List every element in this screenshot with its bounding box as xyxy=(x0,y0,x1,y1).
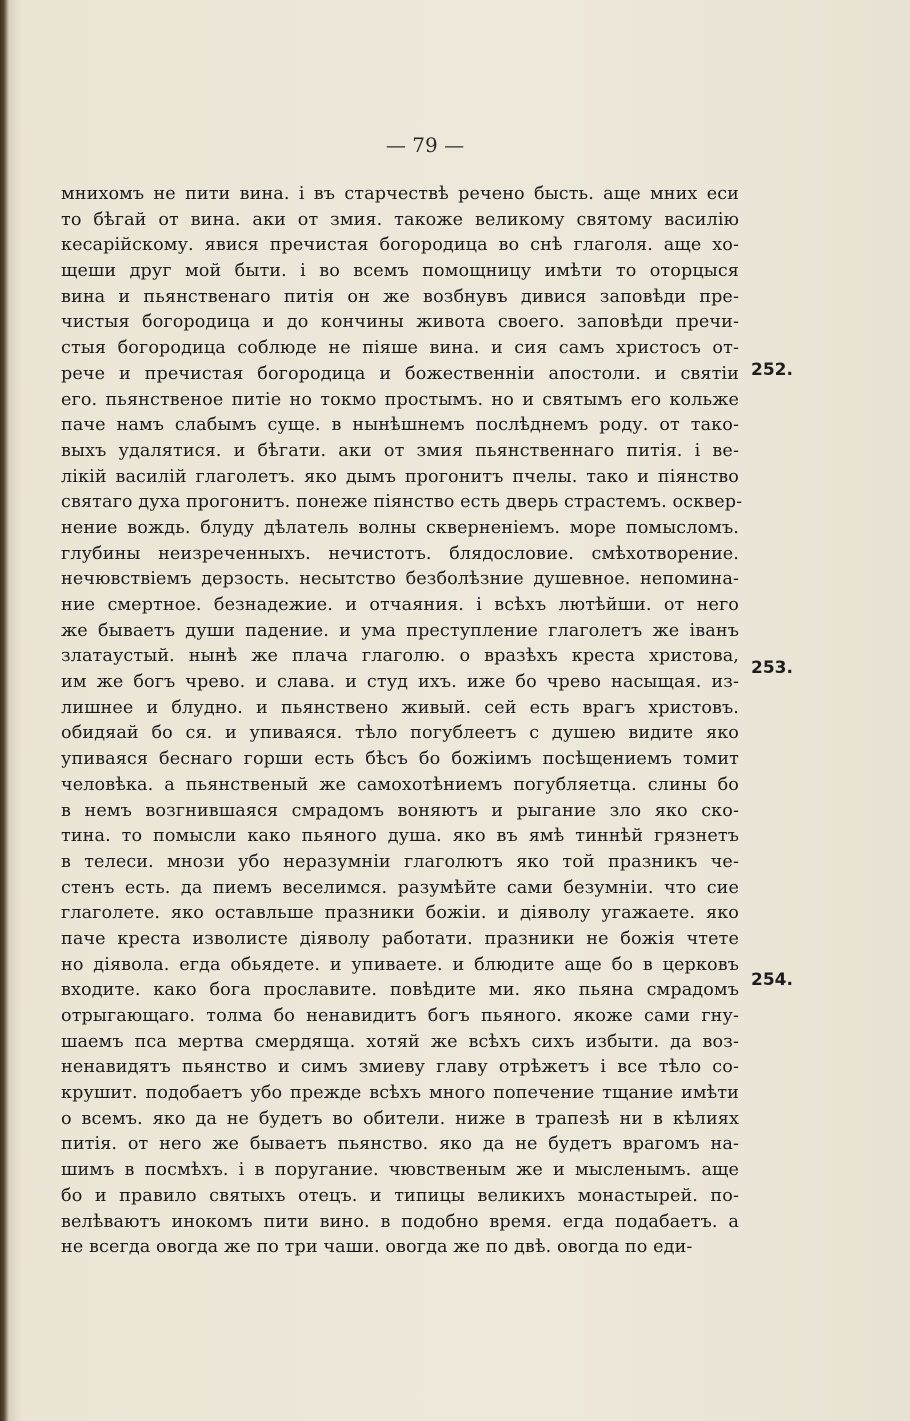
text-line: кесарійскому. явися пречистая богородица во снѣ глаголя. аще хо- xyxy=(61,235,739,256)
text-line: чистыя богородица и до кончины живота своего. заповѣди пречи- xyxy=(61,312,739,333)
text-line: паче намъ слабымъ суще. в нынѣшнемъ послѣднемъ роду. от тако- xyxy=(61,415,739,436)
text-line: бо и правило святыхъ отецъ. и типицы великихъ монастырей. по- xyxy=(61,1185,739,1206)
text-line: но діявола. егда обьядете. и упиваете. и блюдите аще бо в церковъ xyxy=(61,954,739,975)
text-line: щеши друг мой быти. і во всемъ помощницу имѣти то оторцыся xyxy=(61,261,739,282)
text-line: в немъ возгнившаяся смрадомъ воняютъ и рыгание зло яко ско- xyxy=(61,800,739,821)
page-number: — 79 — xyxy=(385,133,465,157)
text-line: человѣка. а пьянственый же самохотѣниемъ погубляетца. слины бо xyxy=(61,774,739,795)
margin-number-253: 253. xyxy=(751,658,793,678)
text-line: крушит. подобаетъ убо прежде всѣхъ много попечение тщание имѣти xyxy=(61,1083,739,1104)
text-line: то бѣгай от вина. аки от змия. такоже великому святому василію xyxy=(61,209,739,230)
text-line: о всемъ. яко да не будетъ во обители. ниже в трапезѣ ни в кѣлиях xyxy=(61,1108,739,1129)
text-line: упиваяся беснаго горши есть бѣсъ бо божіимъ посѣщениемъ томит xyxy=(61,749,739,770)
text-line: златаустый. нынѣ же плача глаголю. о вразѣхъ креста христова, xyxy=(61,646,739,667)
text-line: выхъ удалятися. и бѣгати. аки от змия пьянственнаго питія. і ве- xyxy=(61,440,739,461)
text-line: входите. како бога прославите. повѣдите ми. яко пьяна смрадомъ xyxy=(61,980,739,1001)
text-line: глаголете. яко оставльше празники божіи. и діяволу угажаете. яко xyxy=(61,903,739,924)
text-line: его. пьянственое питіе но токмо простымъ. но и святымъ его кольже xyxy=(61,389,739,410)
text-line: святаго духа прогонитъ. понеже піянство есть дверь страстемъ. осквер- xyxy=(61,492,743,513)
text-line: стенъ есть. да пиемъ веселимся. разумѣйте сами безумніи. что сие xyxy=(61,877,739,898)
text-line: в телеси. мнози убо неразумніи глаголютъ яко той празникъ че- xyxy=(61,851,739,872)
text-line: паче креста изволисте діяволу работати. празники не божія чтете xyxy=(61,928,739,949)
text-line: шимъ в посмѣхъ. і в поругание. чювственым же и мысленымъ. аще xyxy=(61,1160,739,1181)
body-text xyxy=(61,182,743,1261)
text-line: ненавидятъ пьянство и симъ змиеву главу отрѣжетъ і все тѣло со- xyxy=(61,1057,739,1078)
text-line: ние смертное. безнадежие. и отчаяния. і всѣхъ лютѣйши. от него xyxy=(61,595,739,615)
text-line: отрыгающаго. толма бо ненавидитъ богъ пьяного. якоже сами гну- xyxy=(61,1006,739,1026)
text-line: обидяай бо ся. и упиваяся. тѣло погублеетъ с душею видите яко xyxy=(61,723,739,744)
text-line: тина. то помысли како пьяного душа. яко въ ямѣ тиннѣй грязнетъ xyxy=(61,826,739,847)
text-line: питія. от него же бываетъ пьянство. яко да не будетъ врагомъ на- xyxy=(61,1134,739,1155)
text-line: вина и пьянственаго питія он же возбнувъ дивися заповѣди пре- xyxy=(61,286,739,307)
text-line: шаемъ пса мертва смердяща. хотяй же всѣхъ сихъ избыти. да воз- xyxy=(61,1031,739,1052)
text-line: велѣваютъ инокомъ пити вино. в подобно время. егда подабаетъ. а xyxy=(61,1211,739,1232)
margin-number-252: 252. xyxy=(751,360,793,380)
text-line: нение вождь. блуду дѣлатель волны скверненіемъ. море помысломъ. xyxy=(61,517,739,538)
text-line: не всегда овогда же по три чаши. овогда же по двѣ. овогда по еди- xyxy=(61,1237,693,1258)
text-line: рече и пречистая богородица и божественніи апостоли. и святіи xyxy=(61,363,739,384)
text-line: же бываетъ души падение. и ума преступление глаголетъ же іванъ xyxy=(61,620,739,641)
text-line: лишнее и блудно. и пьянствено живый. сей есть врагъ христовъ. xyxy=(61,697,739,718)
margin-number-254: 254. xyxy=(751,970,793,990)
text-line: стыя богородица соблюде не піяше вина. и сия самъ христосъ от- xyxy=(61,338,739,359)
text-line: нечювствіемъ дерзость. несытство безболѣзние душевное. непомина- xyxy=(61,569,739,590)
text-line: мнихомъ не пити вина. і въ старчествѣ речено бысть. аще мних еси xyxy=(61,184,739,204)
text-line: глубины неизреченныхъ. нечистотъ. блядословие. смѣхотворение. xyxy=(61,543,739,564)
text-line: им же богъ чрево. и слава. и студ ихъ. иже бо чрево насыщая. из- xyxy=(61,672,739,693)
text-line: лікій василій глаголетъ. яко дымъ прогонитъ пчелы. тако и піянство xyxy=(61,466,739,487)
